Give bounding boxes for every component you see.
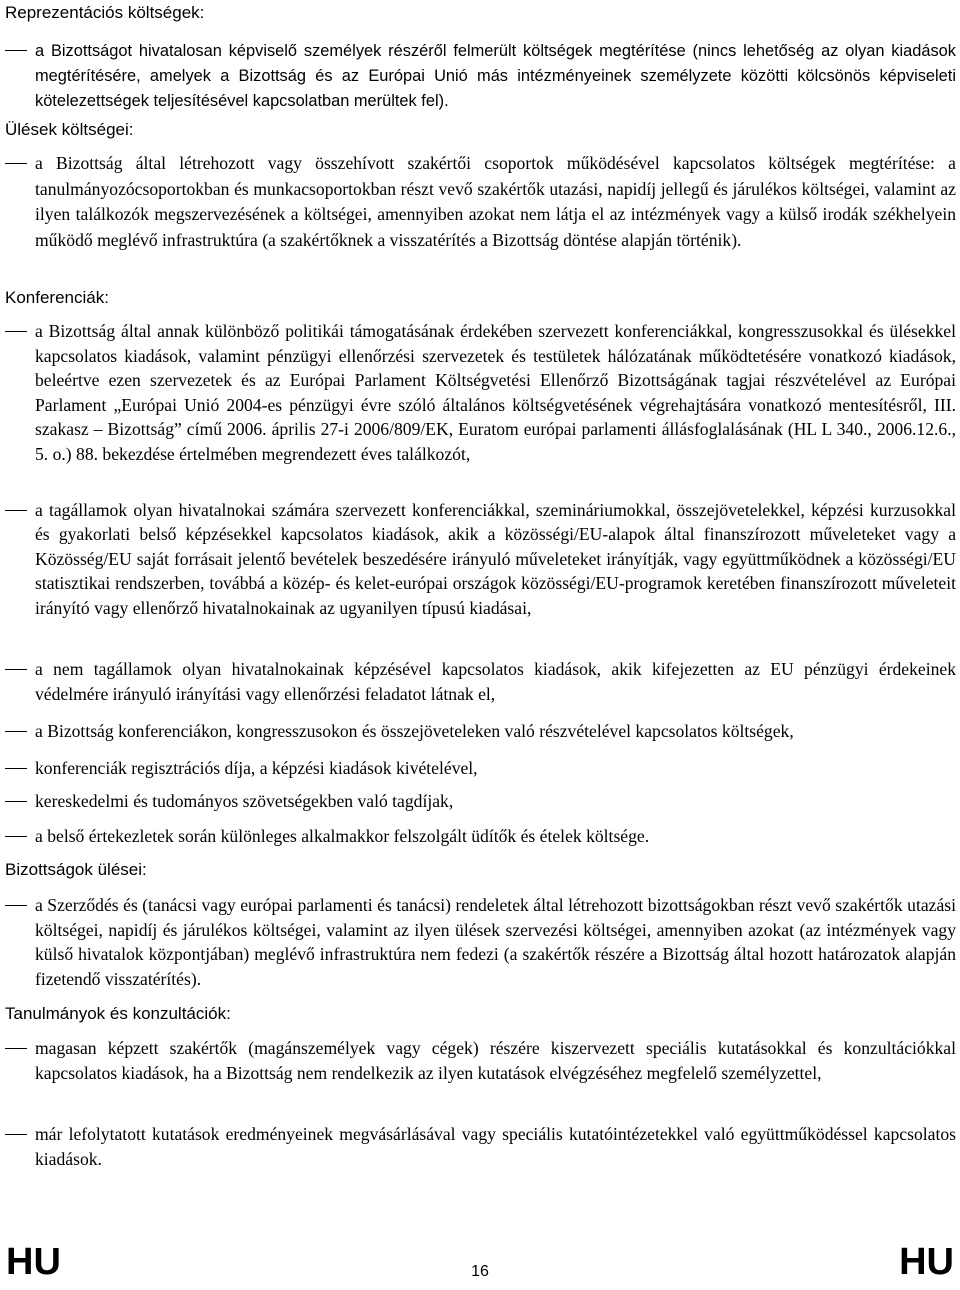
section-heading-committee-meetings: Bizottságok ülései: <box>5 860 147 879</box>
dash-bullet <box>5 1048 27 1049</box>
page-number: 16 <box>471 1263 489 1280</box>
dash-bullet <box>5 1134 27 1135</box>
footer-language-code-left: HU <box>6 1241 61 1283</box>
dash-bullet <box>5 836 27 837</box>
list-item-text: kereskedelmi és tudományos szövetségekben való tagdíjak, <box>35 791 454 811</box>
list-item-text: a tagállamok olyan hivatalnokai számára szervezett konferenciákkal, szemináriumokkal, összejövetelekkel, képzési kurzusokkal és gyakorlati belső képzésekkel kapcsolatos kiadások, akik a közösségi/EU-alapok által finanszírozott műveleteket vagy a Közösség/EU saját forrásait jelentő bevételek beszedésére irányuló műveleteket irányítják, vagy együttműködnek a közösségi/EU statisztikai rendszerben, továbbá a közép- és kelet-európai országok közösségi/EU-programok keretében finanszírozott műveleteit irányító vagy ellenőrző hivatalnokainak az ugyanilyen típusú kiadásai, <box>35 500 956 618</box>
dash-bullet <box>5 768 27 769</box>
section-heading-conferences: Konferenciák: <box>5 288 109 307</box>
dash-bullet <box>5 669 27 670</box>
list-item-text: a Bizottság által annak különböző politikái támogatásának érdekében szervezett konferenciákkal, kongresszusokkal és ülésekkel kapcsolatos kiadások, valamint pénzügyi ellenőrzési szervezetek és testületek hálózatának működtetésére vonatkozó kiadások, beleértve ezen szervezetek és az Európai Parlament Költségvetési Ellenőrző Bizottságának tagjai részvételével az Európai Parlament „Európai Unió 2004-es pénzügyi évre szóló általános költségvetésének végrehajtására vonatkozó mentesítésről, III. szakasz – Bizottság” című 2006. április 27-i 2006/809/EK, Euratom európai parlamenti állásfoglalásának (HL L 340., 2006.12.6., 5. o.) 88. bekezdése értelmében megrendezett éves találkozót, <box>35 321 956 464</box>
dash-bullet <box>5 50 27 51</box>
list-item-text: már lefolytatott kutatások eredményeinek megvásárlásával vagy speciális kutatóintézetekkel való együttműködéssel kapcsolatos kiadások. <box>35 1124 956 1169</box>
dash-bullet <box>5 163 27 164</box>
list-item-text: a nem tagállamok olyan hivatalnokainak képzésével kapcsolatos kiadások, akik kifejezetten az EU pénzügyi érdekeinek védelmére irányuló irányítási vagy ellenőrzési feladatot látnak el, <box>35 659 956 704</box>
section-heading-representation: Reprezentációs költségek: <box>5 3 205 22</box>
list-item-text: a Bizottság konferenciákon, kongresszusokon és összejöveteleken való részvételével kapcsolatos költségek, <box>35 721 794 741</box>
list-item-text: a Bizottság által létrehozott vagy összehívott szakértői csoportok működésével kapcsolatos költségek megtérítése: a tanulmányozócsoportokban és munkacsoportokban részt vevő szakértők utazási, napidíj jellegű és járulékos költségei, valamint az ilyen találkozók megszervezésének a költségei, amennyiben azokat nem látja el az intézmények vagy a külső irodák székhelyein működő meglévő infrastruktúra (a szakértőknek a visszatérítés a Bizottság döntése alapján történik). <box>35 153 956 250</box>
section-heading-meetings: Ülések költségei: <box>5 120 134 139</box>
list-item-text: a Bizottságot hivatalosan képviselő személyek részéről felmerült költségek megtérítése (nincs lehetőség az olyan kiadások megtérítésére, amelyek a Bizottság és az Európai Unió más intézményeinek személyzete közötti kölcsönös képviseleti kötelezettségek teljesítésével kapcsolatban merültek fel). <box>35 42 956 110</box>
list-item-text: a Szerződés és (tanácsi vagy európai parlamenti és tanácsi) rendeletek által létrehozott bizottságokban részt vevő szakértők utazási költségei, napidíj és járulékos költségei, valamint az ilyen ülések szervezési költségei, amennyiben azokat (az intézmények vagy külső hivatalok központjában) meglévő infrastruktúra nem fedezi (a szakértők részére a Bizottság által hozott határozatok alapján fizetendő visszatérítés). <box>35 895 956 989</box>
dash-bullet <box>5 510 27 511</box>
list-item-text: magasan képzett szakértők (magánszemélyek vagy cégek) részére kiszervezett speciális kutatásokkal és konzultációkkal kapcsolatos kiadások, ha a Bizottság nem rendelkezik az ilyen kutatások elvégzéséhez megfelelő személyzettel, <box>35 1038 956 1083</box>
dash-bullet <box>5 905 27 906</box>
section-heading-studies: Tanulmányok és konzultációk: <box>5 1004 231 1023</box>
dash-bullet <box>5 731 27 732</box>
dash-bullet <box>5 801 27 802</box>
list-item-text: a belső értekezletek során különleges alkalmakkor felszolgált üdítők és ételek költsége. <box>35 826 650 846</box>
list-item-text: konferenciák regisztrációs díja, a képzési kiadások kivételével, <box>35 758 478 778</box>
dash-bullet <box>5 331 27 332</box>
footer-language-code-right: HU <box>899 1241 954 1283</box>
